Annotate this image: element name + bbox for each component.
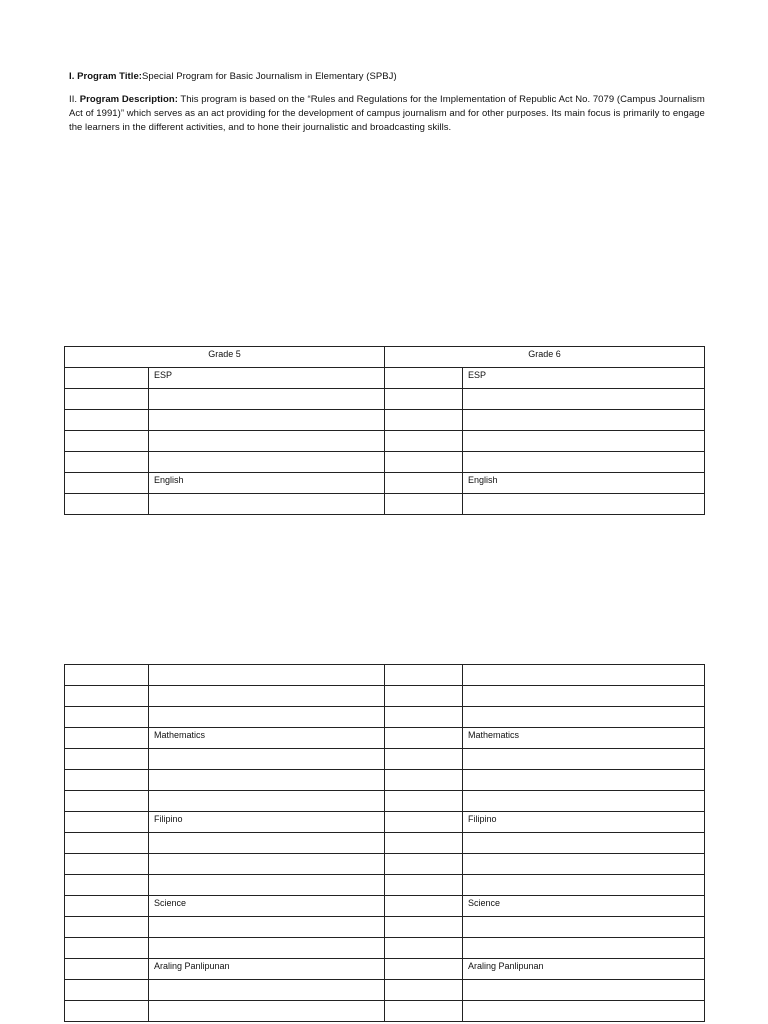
grade-5-blank-cell (65, 665, 149, 686)
table-row (65, 833, 705, 854)
table1-body (65, 368, 705, 515)
grade-6-subject-cell: Mathematics (463, 728, 705, 749)
grade-6-blank-cell (385, 389, 463, 410)
grade-5-subject-cell: Filipino (149, 812, 385, 833)
grade-5-subject-cell: ESP (149, 368, 385, 389)
grade-6-blank-cell (385, 749, 463, 770)
program-description-colon: : (174, 94, 178, 105)
grade-5-blank-cell (65, 473, 149, 494)
grade-6-subject-cell (463, 980, 705, 1001)
grade-5-blank-cell (65, 917, 149, 938)
table-row (65, 917, 705, 938)
grade-6-blank-cell (385, 686, 463, 707)
table-row (65, 749, 705, 770)
grade-5-blank-cell (65, 980, 149, 1001)
grade-5-subject-cell (149, 917, 385, 938)
grade-5-subject-cell (149, 431, 385, 452)
grade-6-blank-cell (385, 770, 463, 791)
grade-6-blank-cell (385, 665, 463, 686)
program-description-label: Program Description (79, 94, 175, 105)
grade-5-subject-cell (149, 749, 385, 770)
grade-5-blank-cell (65, 833, 149, 854)
grade-6-subject-cell: ESP (463, 368, 705, 389)
grade-5-subject-cell: Science (149, 896, 385, 917)
grade-6-subject-cell (463, 494, 705, 515)
grade-5-blank-cell (65, 812, 149, 833)
grade-6-subject-cell (463, 917, 705, 938)
grade-5-blank-cell (65, 749, 149, 770)
table-row (65, 854, 705, 875)
grade-6-blank-cell (385, 875, 463, 896)
table-row (65, 791, 705, 812)
grade-6-subject-cell (463, 938, 705, 959)
grade-6-blank-cell (385, 1001, 463, 1022)
grade-6-subject-cell (463, 431, 705, 452)
grade-subjects-table-top (64, 346, 705, 515)
grade-5-subject-cell (149, 875, 385, 896)
grade-5-subject-cell: English (149, 473, 385, 494)
program-title-value: Special Program for Basic Journalism in Elementary (SPBJ) (142, 71, 397, 82)
grade-6-header: Grade 6 (385, 347, 705, 368)
table-row (65, 812, 705, 833)
grade-6-subject-cell (463, 410, 705, 431)
grade-5-blank-cell (65, 707, 149, 728)
grade-5-subject-cell (149, 410, 385, 431)
table-row (65, 368, 705, 389)
grade-6-blank-cell (385, 833, 463, 854)
grade-6-subject-cell (463, 707, 705, 728)
grade-5-subject-cell (149, 791, 385, 812)
table-row (65, 728, 705, 749)
grade-6-subject-cell: Science (463, 896, 705, 917)
table-row (65, 494, 705, 515)
table-header-row (65, 347, 705, 368)
table-row (65, 707, 705, 728)
program-title-label: I. Program Title: (69, 71, 142, 82)
table-row (65, 896, 705, 917)
grade-5-blank-cell (65, 452, 149, 473)
grade-6-blank-cell (385, 494, 463, 515)
table-row (65, 410, 705, 431)
grade-5-blank-cell (65, 854, 149, 875)
table-row (65, 959, 705, 980)
grade-6-subject-cell (463, 749, 705, 770)
grade-5-subject-cell: Araling Panlipunan (149, 959, 385, 980)
grade-5-blank-cell (65, 368, 149, 389)
grade-5-blank-cell (65, 791, 149, 812)
grade-6-blank-cell (385, 707, 463, 728)
grade-6-blank-cell (385, 917, 463, 938)
grade-5-subject-cell (149, 854, 385, 875)
grade-5-blank-cell (65, 728, 149, 749)
table-row (65, 938, 705, 959)
grade-5-subject-cell (149, 833, 385, 854)
grade-6-subject-cell (463, 1001, 705, 1022)
grade-6-blank-cell (385, 410, 463, 431)
table-row (65, 452, 705, 473)
grade-6-blank-cell (385, 791, 463, 812)
grade-5-subject-cell (149, 707, 385, 728)
grade-6-blank-cell (385, 431, 463, 452)
program-description-text: This program is based on the “Rules and Regulations for the Implementation of Republic Act No. 7079 (Campus Journalism Act of 1991)” which serves as an act providing for the development of campus journalism and for other purposes. Its main focus is primarily to engage the learners in the different activities, and to hone their journalistic and broadcasting skills. (69, 94, 705, 133)
grade-6-subject-cell: Filipino (463, 812, 705, 833)
grade-5-header: Grade 5 (65, 347, 385, 368)
grade-5-blank-cell (65, 938, 149, 959)
grade-6-subject-cell: Araling Panlipunan (463, 959, 705, 980)
grade-5-subject-cell (149, 770, 385, 791)
table-row (65, 431, 705, 452)
grade-6-blank-cell (385, 980, 463, 1001)
grade-6-subject-cell (463, 833, 705, 854)
table-row (65, 686, 705, 707)
grade-5-subject-cell (149, 494, 385, 515)
grade-6-subject-cell (463, 875, 705, 896)
program-description (69, 93, 709, 135)
grade-6-blank-cell (385, 368, 463, 389)
grade-6-subject-cell (463, 686, 705, 707)
grade-5-blank-cell (65, 896, 149, 917)
program-title (69, 70, 709, 84)
program-description-prefix: II. (69, 94, 80, 105)
grade-6-blank-cell (385, 854, 463, 875)
grade-6-subject-cell: English (463, 473, 705, 494)
table2-body (65, 665, 705, 1022)
grade-5-blank-cell (65, 410, 149, 431)
grade-6-subject-cell (463, 791, 705, 812)
grade-subjects-table-bottom (64, 664, 705, 1022)
grade-5-subject-cell (149, 1001, 385, 1022)
table-row (65, 473, 705, 494)
table-row (65, 770, 705, 791)
grade-5-blank-cell (65, 494, 149, 515)
grade-5-blank-cell (65, 770, 149, 791)
grade-6-subject-cell (463, 389, 705, 410)
grade-5-blank-cell (65, 431, 149, 452)
table-row (65, 1001, 705, 1022)
grade-6-subject-cell (463, 452, 705, 473)
grade-5-blank-cell (65, 875, 149, 896)
grade-5-subject-cell (149, 938, 385, 959)
grade-6-blank-cell (385, 938, 463, 959)
table-row (65, 980, 705, 1001)
grade-5-subject-cell (149, 686, 385, 707)
grade-6-subject-cell (463, 854, 705, 875)
grade-5-subject-cell (149, 665, 385, 686)
grade-6-blank-cell (385, 452, 463, 473)
grade-5-blank-cell (65, 686, 149, 707)
grade-6-blank-cell (385, 896, 463, 917)
grade-6-blank-cell (385, 473, 463, 494)
grade-5-subject-cell (149, 980, 385, 1001)
grade-5-blank-cell (65, 389, 149, 410)
grade-5-subject-cell: Mathematics (149, 728, 385, 749)
grade-6-blank-cell (385, 959, 463, 980)
grade-5-subject-cell (149, 389, 385, 410)
grade-5-subject-cell (149, 452, 385, 473)
grade-6-subject-cell (463, 665, 705, 686)
grade-5-blank-cell (65, 1001, 149, 1022)
grade-6-subject-cell (463, 770, 705, 791)
table-row (65, 875, 705, 896)
grade-6-blank-cell (385, 812, 463, 833)
grade-5-blank-cell (65, 959, 149, 980)
grade-6-blank-cell (385, 728, 463, 749)
table-row (65, 389, 705, 410)
table-row (65, 665, 705, 686)
